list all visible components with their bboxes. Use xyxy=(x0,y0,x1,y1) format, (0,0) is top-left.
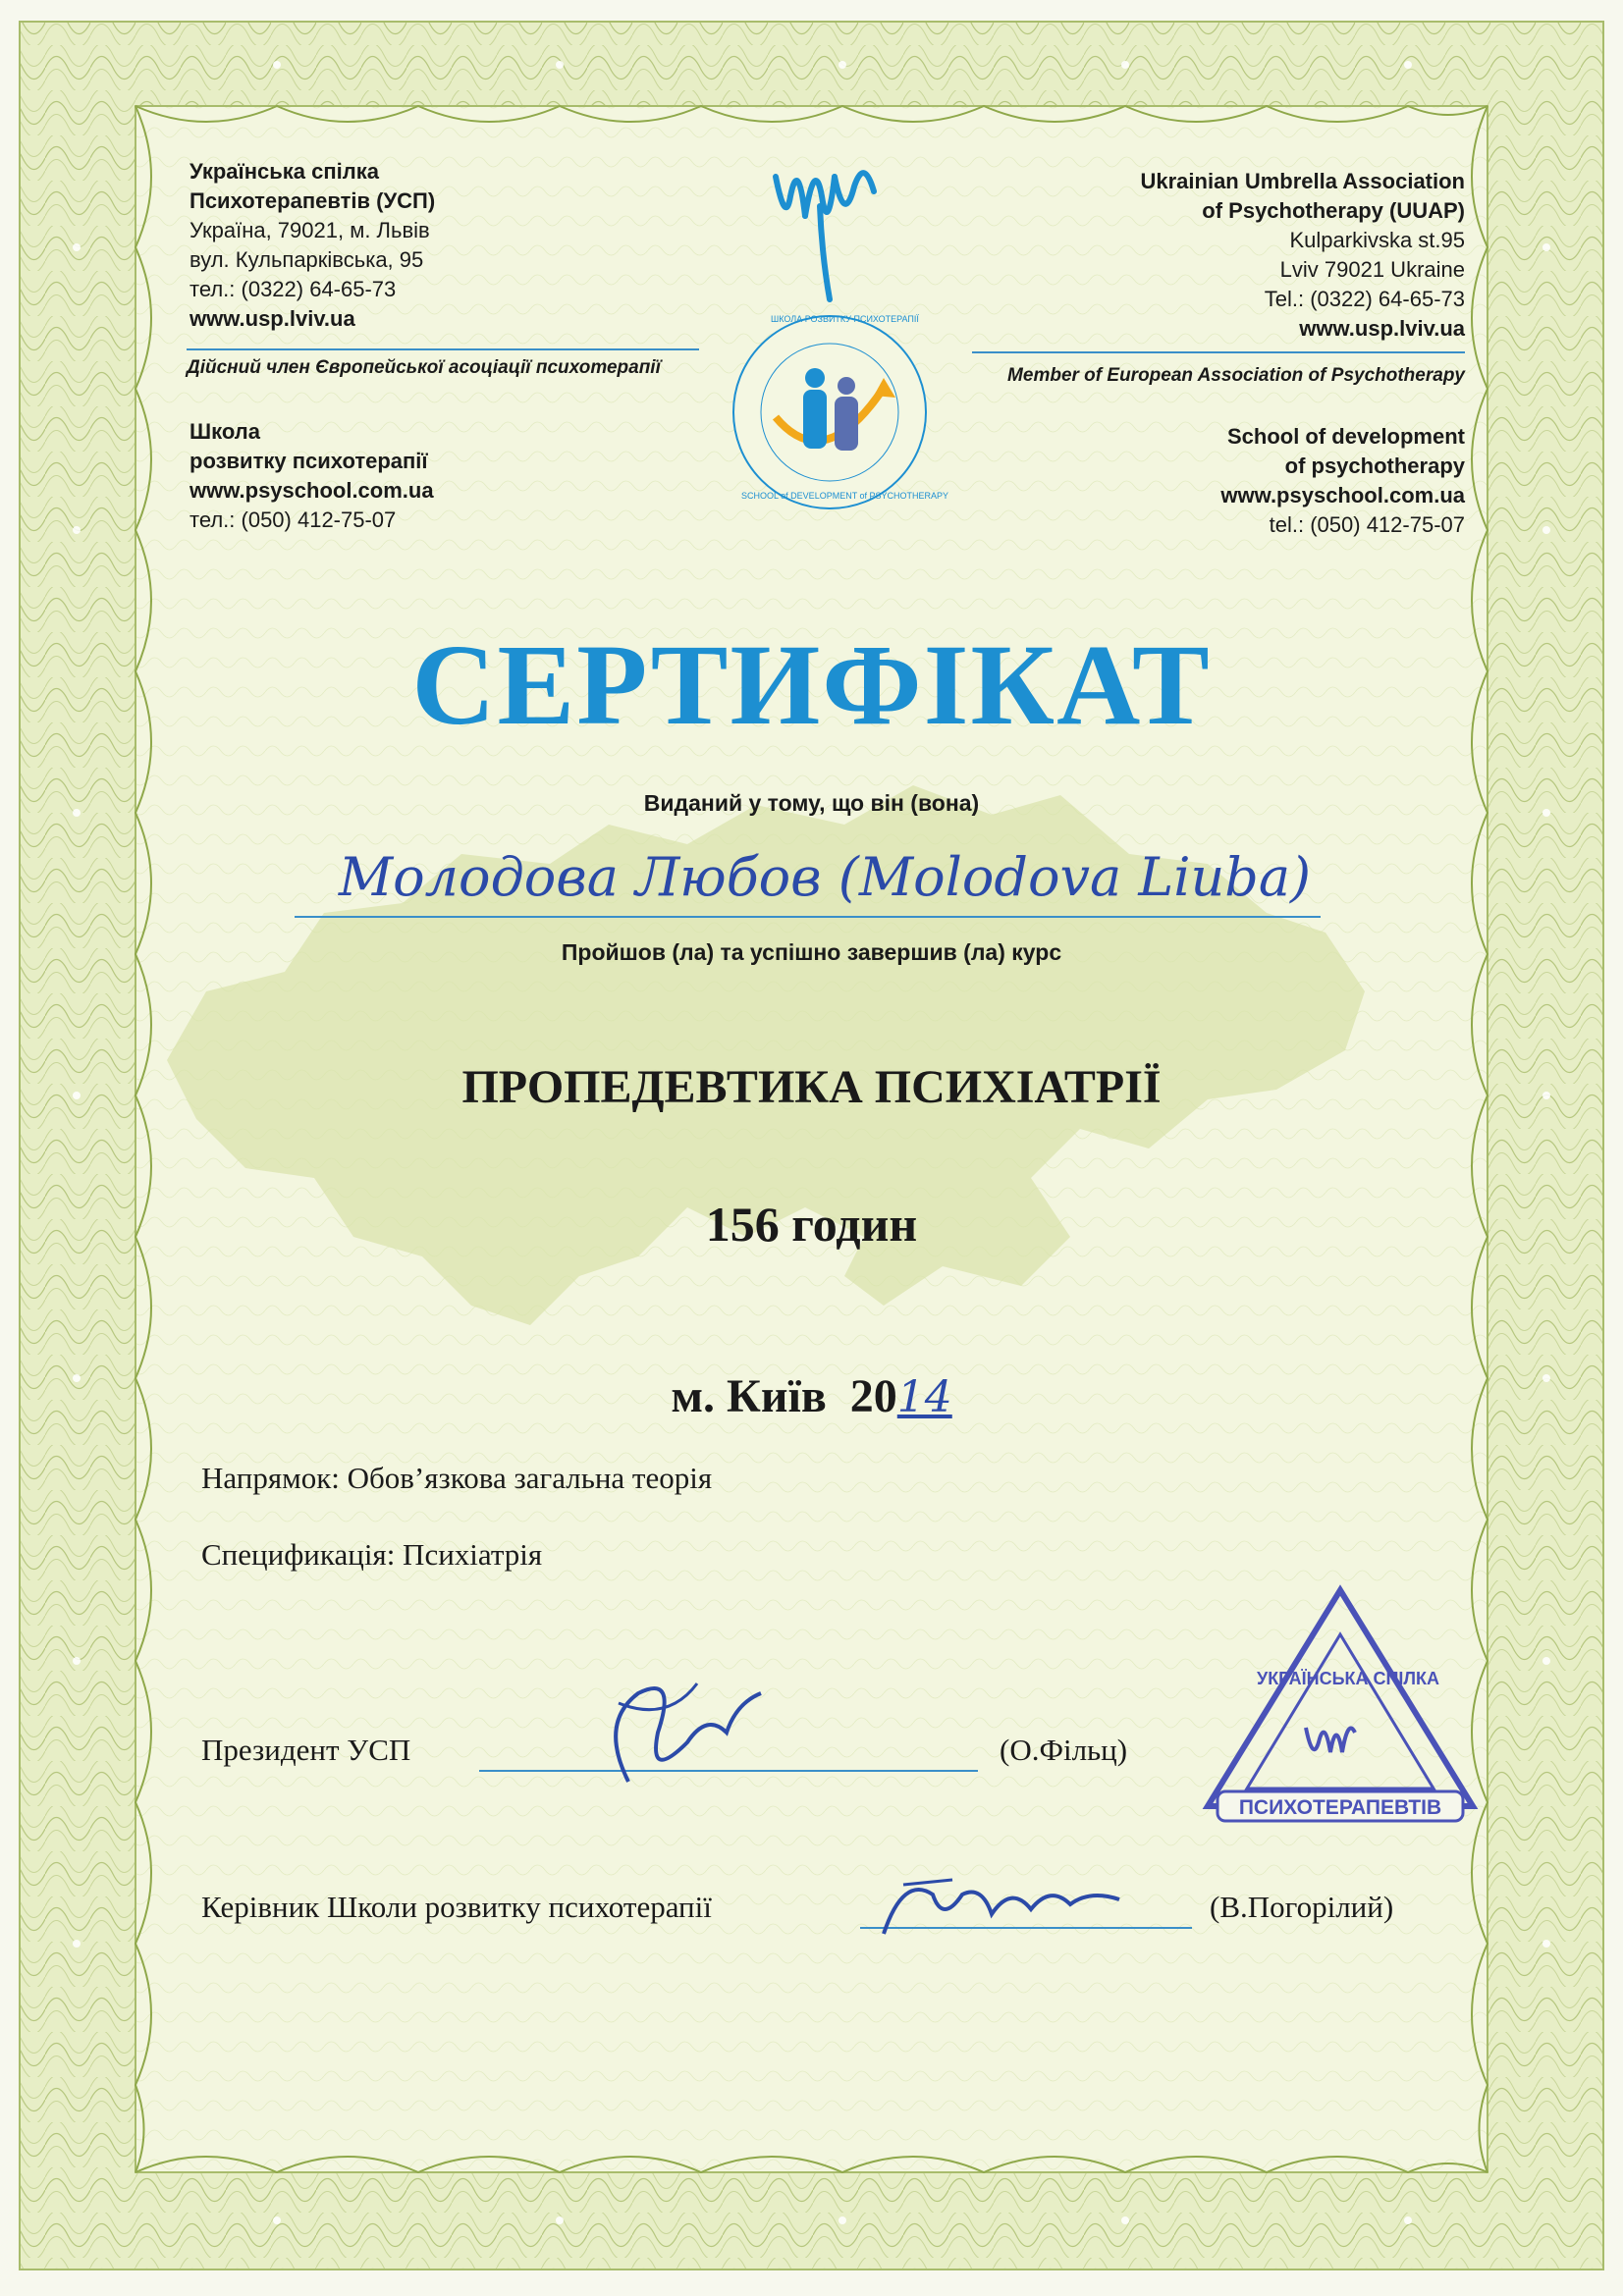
right-school-site: www.psyschool.com.ua xyxy=(1220,483,1465,507)
right-school-1: School of development xyxy=(1226,424,1465,449)
left-school-site: www.psyschool.com.ua xyxy=(189,478,434,503)
right-website: www.usp.lviv.ua xyxy=(1299,316,1465,341)
left-school-1: Школа xyxy=(189,419,260,444)
association-stamp-icon xyxy=(1193,1571,1488,1826)
logo-ring-text-ua: ШКОЛА РОЗВИТКУ ПСИХОТЕРАПІЇ xyxy=(771,314,919,324)
head-name: (В.Погорілий) xyxy=(1210,1890,1394,1924)
completed-course-text: Пройшов (ла) та успішно завершив (ла) курс xyxy=(561,939,1062,965)
right-phone: Tel.: (0322) 64-65-73 xyxy=(1264,287,1465,311)
left-divider xyxy=(187,348,699,350)
right-divider xyxy=(972,351,1465,353)
usp-logo-icon xyxy=(761,137,898,304)
right-org-name-1: Ukrainian Umbrella Association xyxy=(1140,169,1465,193)
logo-ring-text-en: SCHOOL of DEVELOPMENT of PSYCHOTHERAPY xyxy=(741,491,949,501)
left-membership: Дійсний член Європейської асоціації психотерапії xyxy=(187,357,661,378)
head-label: Керівник Школи розвитку психотерапії xyxy=(201,1890,712,1924)
president-label: Президент УСП xyxy=(201,1733,411,1767)
course-name: ПРОПЕДЕВТИКА ПСИХІАТРІЇ xyxy=(461,1061,1162,1113)
right-address-1: Kulparkivska st.95 xyxy=(1289,228,1465,252)
left-phone: тел.: (0322) 64-65-73 xyxy=(189,277,397,301)
left-website: www.usp.lviv.ua xyxy=(189,306,355,331)
recipient-name: Молодова Любов (Molodova Liuba) xyxy=(338,846,1312,908)
right-school-phone: tel.: (050) 412-75-07 xyxy=(1269,512,1465,537)
right-address-2: Lviv 79021 Ukraine xyxy=(1279,257,1465,282)
head-signature-icon xyxy=(874,1855,1149,1953)
right-school xyxy=(943,422,1465,540)
right-membership: Member of European Association of Psychotherapy xyxy=(1007,365,1465,386)
issued-to-text: Виданий у тому, що він (вона) xyxy=(643,790,980,816)
course-hours: 156 годин xyxy=(705,1197,918,1252)
certificate-title: СЕРТИФІКАТ xyxy=(411,620,1212,749)
left-school xyxy=(189,417,700,535)
recipient-underline xyxy=(295,916,1321,918)
school-logo-icon xyxy=(727,309,949,515)
city-year-printed: м. Київ 20 xyxy=(671,1370,897,1422)
left-address-2: вул. Кульпарківська, 95 xyxy=(189,247,424,272)
year-handwritten: 14 xyxy=(896,1372,952,1422)
city-year xyxy=(619,1315,1109,1477)
left-address-1: Україна, 79021, м. Львів xyxy=(189,218,430,242)
stamp-bottom-text: ПСИХОТЕРАПЕВТІВ xyxy=(1238,1796,1442,1819)
left-school-phone: тел.: (050) 412-75-07 xyxy=(189,507,397,532)
president-signature-icon xyxy=(579,1664,776,1801)
direction-text: Напрямок: Обов’язкова загальна теорія xyxy=(201,1461,713,1495)
left-org-name-1: Українська спілка xyxy=(189,159,379,184)
header-left xyxy=(189,157,700,334)
left-org-name-2: Психотерапевтів (УСП) xyxy=(189,188,436,213)
stamp-top-text: УКРАЇНСЬКА СПІЛКА xyxy=(1257,1669,1440,1688)
president-name: (О.Фільц) xyxy=(1000,1733,1128,1767)
left-school-2: розвитку психотерапії xyxy=(189,449,428,473)
specialization-text: Спецификація: Психіатрія xyxy=(201,1537,543,1572)
header-right xyxy=(943,167,1465,344)
right-org-name-2: of Psychotherapy (UUAP) xyxy=(1202,198,1465,223)
right-school-2: of psychotherapy xyxy=(1284,454,1465,478)
